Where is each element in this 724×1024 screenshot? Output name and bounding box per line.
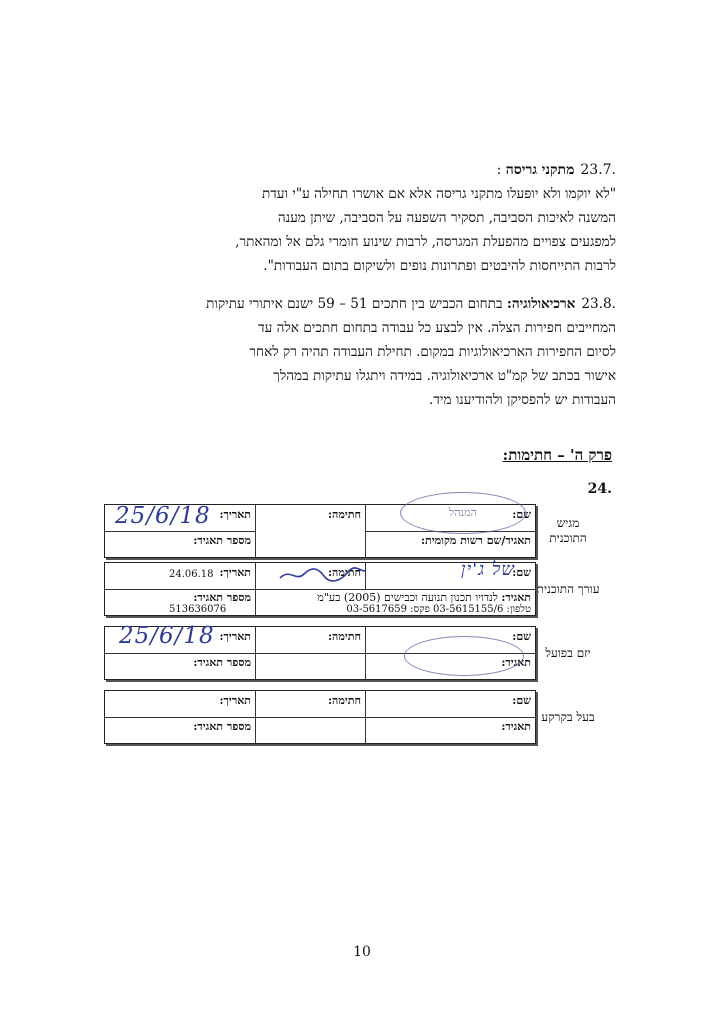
corp-cell: תאגיד: לנדויו תכנון תנועה וכבישים (2005) בע"מ <box>317 591 531 604</box>
signature-cell: חתימה: <box>327 566 361 579</box>
corp-cell: תאגיד: <box>501 656 531 669</box>
text-line: העבודות יש להפסיקן ולהודיענו מיד. <box>429 392 616 408</box>
section-23-8 <box>116 292 616 412</box>
section-body <box>116 182 616 278</box>
text-line: למפגעים צפויים מהפעלת המגרסה, לרבות שינוע חומרי גלם אל ומהאתר, <box>235 234 616 250</box>
section-first-line: בתחום הכביש בין חתכים 51 – 59 ישנם איתורי עתיקות <box>206 296 507 312</box>
section-heading <box>116 160 616 180</box>
corp-cell: תאגיד/שם רשות מקומית: <box>420 534 531 547</box>
handwritten-name: של ג'ין <box>460 559 515 580</box>
text-line: לרבות התייחסות להיבטים ופתרונות נופים ולשיקום בתום העבודות". <box>263 258 616 274</box>
corp-cell: תאגיד: <box>501 720 531 733</box>
name-cell: שם: <box>512 694 531 707</box>
signature-row-landowner <box>104 690 600 744</box>
clause-number: .24 <box>587 481 612 497</box>
page-number: 10 <box>353 944 371 960</box>
text-line-first <box>116 292 616 316</box>
section-title: ארכיאולוגיה: <box>506 296 576 312</box>
chapter-title: פרק ה' – חתימות: <box>502 446 612 464</box>
text-line: לסיום החפירות הארכיאולוגיות במקום. תחילת העבודה תהיה רק לאחר <box>249 344 616 360</box>
date-cell: תאריך: <box>219 694 251 707</box>
name-cell: שם: <box>512 630 531 643</box>
signature-row-developer <box>104 623 600 680</box>
text-line: "לא יוקמו ולא יופעלו מתקני גריסה אלא אם אושרו תחילה ע"י ועדת <box>261 186 616 202</box>
date-cell: תאריך: <box>219 508 251 521</box>
signature-box <box>104 690 536 744</box>
signature-cell: חתימה: <box>327 508 361 521</box>
stamp-text: המנהל <box>449 506 477 519</box>
section-23-7 <box>116 160 616 278</box>
section-title-suffix: : <box>496 162 502 178</box>
signature-row-planner <box>104 559 600 616</box>
text-line: המחייבים חפירות הצלה. אין לבצע כל עבודה בתחום חתכים אלה עד <box>258 320 616 336</box>
text-line: אישור בכתב של קמ"ט ארכיאולוגיה. במידה ויתגלו עתיקות במהלך <box>273 368 616 384</box>
stamp-icon <box>404 636 524 676</box>
name-cell: שם: <box>512 508 531 521</box>
handwritten-date: 25/6/18 <box>115 503 211 529</box>
signature-row-submitter <box>104 504 600 558</box>
section-number: .23.7 <box>580 162 616 178</box>
corp-number-cell: מספר תאגיד: <box>193 720 251 733</box>
section-number: .23.8 <box>581 296 616 312</box>
corp-number-cell: מספר תאגיד: <box>193 534 251 547</box>
date-cell: תאריך: <box>219 566 251 579</box>
signature-cell: חתימה: <box>327 630 361 643</box>
phone-line: טלפון: 03-5615155/6 פקס: 03-5617659 <box>346 604 531 615</box>
section-body <box>116 292 616 412</box>
date-value: 24.06.18 <box>169 569 214 580</box>
role-label: בעל בקרקע <box>541 709 595 724</box>
role-label: עורך התוכנית <box>536 581 600 596</box>
handwritten-date: 25/6/18 <box>119 623 215 649</box>
role-label: מגיש התוכנית <box>549 516 587 545</box>
signature-cell: חתימה: <box>327 694 361 707</box>
text-line: המשנה לאיכות הסביבה, תסקיר השפעה על הסביבה, שיתן מענה <box>277 210 616 226</box>
section-title: מתקני גריסה <box>505 162 575 178</box>
stamp-icon <box>400 492 526 534</box>
date-cell: תאריך: <box>219 630 251 643</box>
role-label: יזם בפועל <box>545 645 591 660</box>
corp-number-value: 513636076 <box>169 604 227 615</box>
corp-number-cell: מספר תאגיד: <box>193 591 251 604</box>
name-cell: שם: <box>512 566 531 579</box>
signature-scribble-icon <box>278 564 368 586</box>
corp-number-cell: מספר תאגיד: <box>193 656 251 669</box>
